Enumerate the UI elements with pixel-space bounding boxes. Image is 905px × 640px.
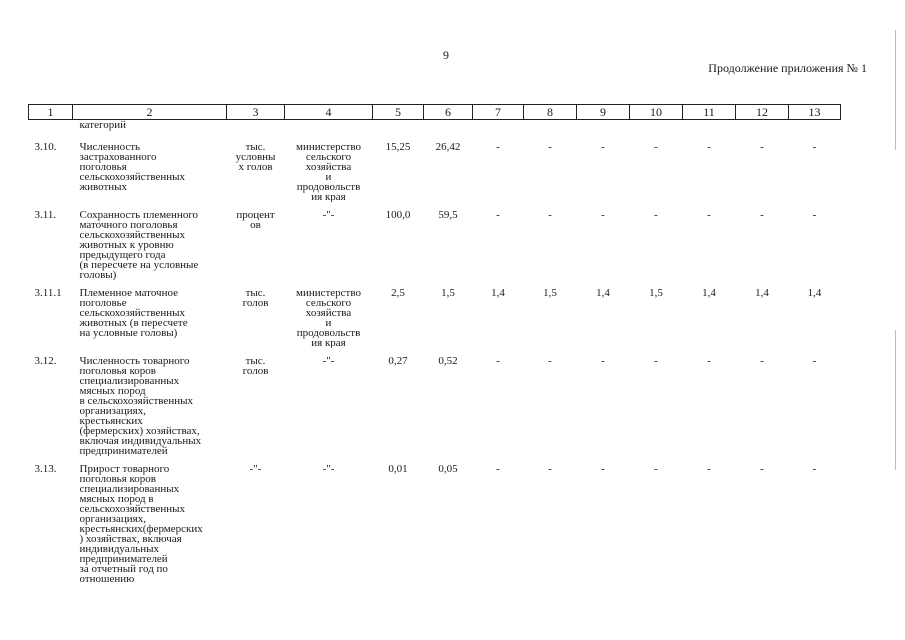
unit-of-measure: [227, 464, 285, 584]
indicator-name: [73, 142, 227, 202]
text-line: маточного поголовья: [79, 219, 178, 231]
text-line: мясных пород в: [79, 493, 154, 505]
column-number-header: 5: [373, 105, 424, 120]
column-number-header: 9: [577, 105, 630, 120]
indicator-value: -: [707, 142, 711, 153]
text-line: сельскохозяйственных: [79, 229, 186, 241]
indicators-table: [28, 104, 841, 592]
text-line: тыс.: [245, 142, 266, 153]
indicator-value: 1,4: [755, 288, 769, 299]
text-line: (в пересчете на условные: [79, 259, 199, 271]
page-number: 9: [443, 48, 449, 62]
column-number-header: 2: [73, 105, 227, 120]
indicator-value: -: [496, 464, 500, 475]
text-line: сельского: [305, 297, 352, 309]
text-line: Прирост товарного: [79, 464, 170, 475]
column-number-header: 10: [630, 105, 683, 120]
row-spacer: [29, 348, 841, 356]
indicator-value: 1,5: [543, 288, 557, 299]
responsible-executor: [285, 142, 373, 202]
continued-indicator-name: категорий: [79, 119, 126, 131]
indicator-value: -: [496, 356, 500, 367]
unit-of-measure: [227, 142, 285, 202]
indicator-name: [73, 464, 227, 584]
text-line: мясных пород: [79, 385, 146, 397]
indicator-value: 0,05: [438, 464, 458, 475]
text-line: крестьянских: [79, 415, 143, 427]
text-line: ия края: [311, 337, 346, 348]
indicator-row: [29, 288, 841, 348]
row-spacer: [29, 456, 841, 464]
column-number-header: 12: [736, 105, 789, 120]
unit-of-measure: [227, 356, 285, 456]
indicator-number: 3.12.: [34, 356, 57, 367]
text-line: крестьянских(фермерских: [79, 523, 203, 535]
indicator-value: -: [760, 356, 764, 367]
text-line: голов: [242, 365, 269, 377]
text-line: поголовья коров: [79, 365, 156, 377]
text-line: и: [325, 171, 332, 183]
text-line: организациях,: [79, 513, 146, 525]
indicator-value: 1,4: [702, 288, 716, 299]
indicator-value: 0,27: [388, 356, 408, 367]
indicator-value: -: [601, 464, 605, 475]
indicator-row: [29, 142, 841, 202]
row-spacer: [29, 202, 841, 210]
indicator-value: 1,4: [491, 288, 505, 299]
indicator-value: 59,5: [438, 210, 458, 221]
text-line: министерство: [295, 142, 361, 153]
text-line: хозяйства: [305, 307, 352, 319]
text-line: хозяйства: [305, 161, 352, 173]
row-spacer: [29, 584, 841, 592]
annex-continuation-note: Продолжение приложения № 1: [708, 61, 867, 75]
indicator-value: -: [654, 210, 658, 221]
indicator-value: -: [654, 142, 658, 153]
text-line: за отчетный год по: [79, 563, 168, 575]
row-spacer: [29, 280, 841, 288]
indicator-value: -: [707, 464, 711, 475]
indicator-value: -: [548, 464, 552, 475]
indicator-value: 1,5: [649, 288, 663, 299]
text-line: министерство: [295, 288, 361, 299]
column-number-header: 11: [683, 105, 736, 120]
text-line: предыдущего года: [79, 249, 166, 261]
column-number-header: 4: [285, 105, 373, 120]
text-line: продовольств: [296, 181, 361, 193]
column-number-header: 7: [473, 105, 524, 120]
indicator-value: -: [812, 210, 817, 221]
text-line: Численность: [79, 142, 141, 153]
text-line: условны: [235, 151, 276, 163]
scan-edge-mark: [895, 330, 896, 470]
text-line: -"-: [322, 356, 335, 367]
unit-of-measure: [227, 210, 285, 280]
text-line: застрахованного: [79, 151, 157, 163]
indicator-value: -: [812, 142, 817, 153]
text-line: отношению: [79, 573, 135, 584]
text-line: ) хозяйствах, включая: [79, 533, 182, 545]
indicator-value: -: [812, 356, 817, 367]
responsible-executor: [285, 464, 373, 584]
text-line: ия края: [311, 191, 346, 202]
indicator-number: 3.11.1: [34, 288, 62, 299]
text-line: тыс.: [245, 288, 266, 299]
text-line: (фермерских) хозяйствах,: [79, 425, 200, 437]
indicator-value: -: [654, 356, 658, 367]
indicator-value: 100,0: [385, 210, 411, 221]
text-line: голов: [242, 297, 269, 309]
indicator-number: 3.13.: [34, 464, 57, 475]
responsible-executor: [285, 210, 373, 280]
indicator-value: -: [548, 356, 552, 367]
text-line: -"-: [322, 464, 335, 475]
column-number-header-row: [29, 105, 841, 120]
indicator-value: -: [812, 464, 817, 475]
text-line: поголовье: [79, 297, 127, 309]
indicator-value: -: [654, 464, 658, 475]
responsible-executor: [285, 356, 373, 456]
text-line: процент: [236, 210, 275, 221]
indicator-value: -: [760, 142, 764, 153]
text-line: поголовья коров: [79, 473, 156, 485]
text-line: х голов: [238, 161, 273, 173]
text-line: на условные головы): [79, 327, 178, 339]
text-line: сельского: [305, 151, 352, 163]
text-line: тыс.: [245, 356, 266, 367]
text-line: -"-: [322, 210, 335, 221]
indicator-value: 15,25: [385, 142, 411, 153]
column-number-header: 13: [789, 105, 841, 120]
scan-edge-mark: [895, 30, 896, 150]
indicator-value: 1,5: [441, 288, 455, 299]
text-line: ов: [250, 219, 261, 231]
indicator-name: [73, 288, 227, 348]
indicator-value: 2,5: [391, 288, 405, 299]
text-line: Сохранность племенного: [79, 210, 199, 221]
indicator-row: [29, 464, 841, 584]
text-line: и: [325, 317, 332, 329]
responsible-executor: [285, 288, 373, 348]
indicator-value: -: [548, 142, 552, 153]
indicator-value: -: [601, 210, 605, 221]
indicator-value: 26,42: [435, 142, 461, 153]
text-line: сельскохозяйственных: [79, 171, 186, 183]
text-line: животных (в пересчете: [79, 317, 188, 329]
text-line: Численность товарного: [79, 356, 190, 367]
indicator-value: -: [760, 464, 764, 475]
indicator-name: [73, 356, 227, 456]
text-line: продовольств: [296, 327, 361, 339]
text-line: включая индивидуальных: [79, 435, 202, 447]
continued-row: [29, 120, 841, 143]
indicator-value: 1,4: [596, 288, 610, 299]
indicator-value: 0,01: [388, 464, 408, 475]
indicator-value: -: [601, 142, 605, 153]
indicator-value: -: [707, 210, 711, 221]
column-number-header: 6: [424, 105, 473, 120]
indicator-value: -: [496, 210, 500, 221]
indicator-value: -: [601, 356, 605, 367]
indicator-row: [29, 356, 841, 456]
unit-of-measure: [227, 288, 285, 348]
text-line: головы): [79, 269, 117, 280]
text-line: -"-: [249, 464, 262, 475]
column-number-header: 8: [524, 105, 577, 120]
text-line: предпринимателей: [79, 445, 168, 456]
text-line: индивидуальных: [79, 543, 160, 555]
text-line: сельскохозяйственных: [79, 503, 186, 515]
indicator-number: 3.10.: [34, 142, 57, 153]
text-line: сельскохозяйственных: [79, 307, 186, 319]
text-line: организациях,: [79, 405, 146, 417]
indicator-value: -: [548, 210, 552, 221]
text-line: специализированных: [79, 483, 180, 495]
indicator-value: -: [760, 210, 764, 221]
text-line: Племенное маточное: [79, 288, 178, 299]
text-line: предпринимателей: [79, 553, 168, 565]
indicator-value: -: [496, 142, 500, 153]
indicator-row: [29, 210, 841, 280]
text-line: животных: [79, 181, 128, 193]
text-line: поголовья: [79, 161, 127, 173]
text-line: в сельскохозяйственных: [79, 395, 193, 407]
text-line: специализированных: [79, 375, 180, 387]
column-number-header: 1: [29, 105, 73, 120]
indicator-value: -: [707, 356, 711, 367]
indicator-name: [73, 210, 227, 280]
indicator-number: 3.11.: [34, 210, 57, 221]
column-number-header: 3: [227, 105, 285, 120]
indicator-value: 0,52: [438, 356, 458, 367]
indicator-value: 1,4: [807, 288, 822, 299]
text-line: животных к уровню: [79, 239, 174, 251]
